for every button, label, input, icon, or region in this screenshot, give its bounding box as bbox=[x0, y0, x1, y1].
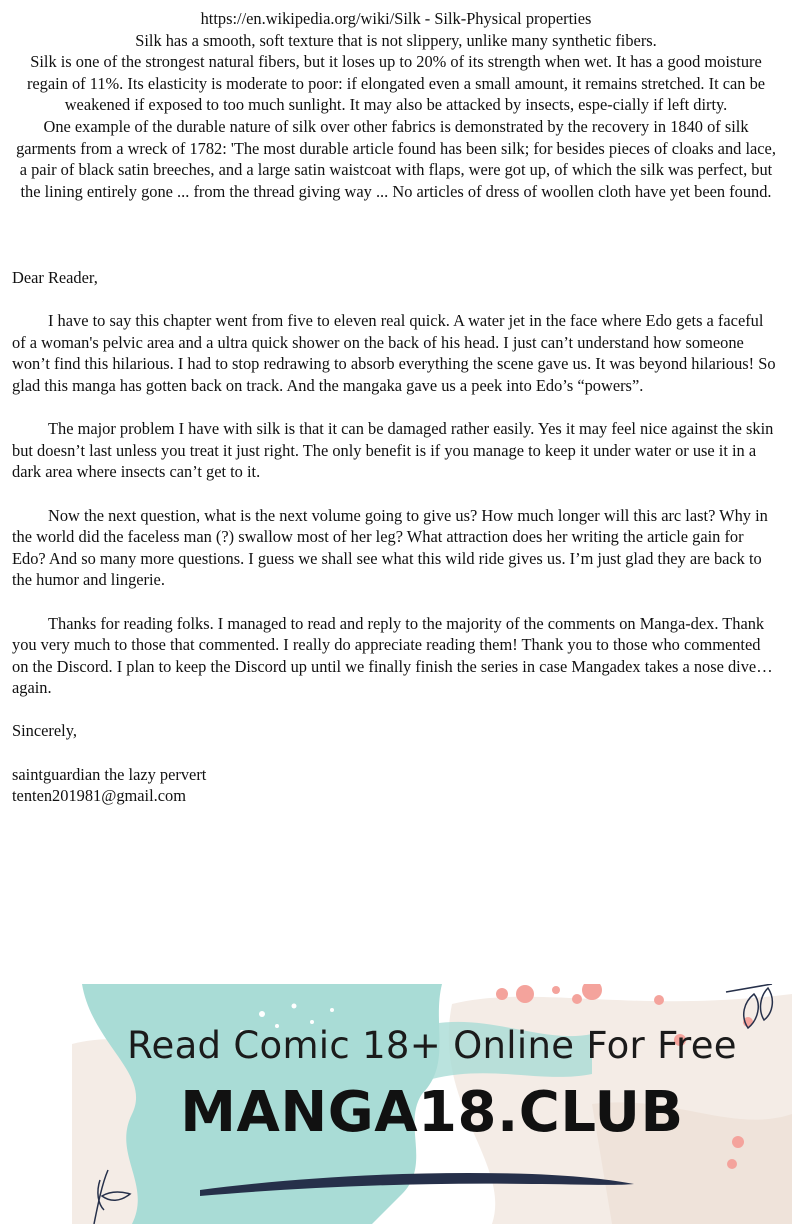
wikipedia-excerpt bbox=[12, 8, 780, 202]
letter-body bbox=[12, 267, 780, 807]
letter-closing: Sincerely, bbox=[12, 721, 77, 741]
banner-site-name[interactable]: MANGA18.CLUB bbox=[180, 1080, 684, 1145]
letter-salutation: Dear Reader, bbox=[12, 268, 98, 287]
letter-paragraph: Now the next question, what is the next volume going to give us? How much longer will this arc last? Why in the world did the faceless man (?) swallow most of her leg? What attraction does her writing the article gain for Edo? And so many more questions. I guess we shall see what this wild ride gives us. I’m just glad they are back to the humor and lingerie. bbox=[12, 505, 768, 590]
banner-tagline: Read Comic 18+ Online For Free bbox=[127, 1024, 737, 1067]
excerpt-paragraph: One example of the durable nature of silk over other fabrics is demonstrated by the recovery in 1840 of silk garments from a wreck of 1782: 'The most durable article found has been silk; for besides pieces of cloaks and lace, a pair of black satin breeches, and a large satin waistcoat with flaps, were got up, of which the silk was perfect, but the lining entirely gone ... from the thread giving way ... No articles of dress of woollen cloth have yet been found. bbox=[16, 116, 776, 201]
excerpt-paragraph: Silk is one of the strongest natural fibers, but it loses up to 20% of its strength when wet. It has a good moisture regain of 11%. Its elasticity is moderate to poor: if elongated even a small amount, it remains stretched. It can be weakened if exposed to too much sunlight. It may also be attacked by insects, espe-cially if left dirty. bbox=[26, 52, 766, 115]
letter-paragraph: The major problem I have with silk is that it can be damaged rather easily. Yes it may feel nice against the skin but doesn’t last unless you treat it just right. The only benefit is if you manage to keep it under water or use it in a dark area where insects can’t get to it. bbox=[12, 419, 774, 482]
letter-signature: saintguardian the lazy pervert bbox=[12, 764, 207, 784]
excerpt-source: https://en.wikipedia.org/wiki/Silk - Silk-Physical properties bbox=[200, 9, 592, 28]
letter-paragraph: I have to say this chapter went from five to eleven real quick. A water jet in the face where Edo gets a faceful of a woman's pelvic area and a ultra quick shower on the back of his head. I just can’t understand how someone won’t find this hilarious. I had to stop redrawing to absorb everything the scene gave us. It was beyond hilarious! So glad this manga has gotten back on track. And the mangaka gave us a peek into Edo’s “powers”. bbox=[12, 311, 776, 395]
excerpt-paragraph: Silk has a smooth, soft texture that is not slippery, unlike many synthetic fibers. bbox=[135, 30, 657, 50]
letter-email: tenten201981@gmail.com bbox=[12, 786, 186, 806]
letter-paragraph: Thanks for reading folks. I managed to read and reply to the majority of the comments on Manga-dex. Thank you very much to those that commented. I really do appreciate reading them! Thank you to those who commented on the Discord. I plan to keep the Discord up until we finally finish the series in case Mangadex takes a nose dive… again. bbox=[12, 613, 773, 698]
